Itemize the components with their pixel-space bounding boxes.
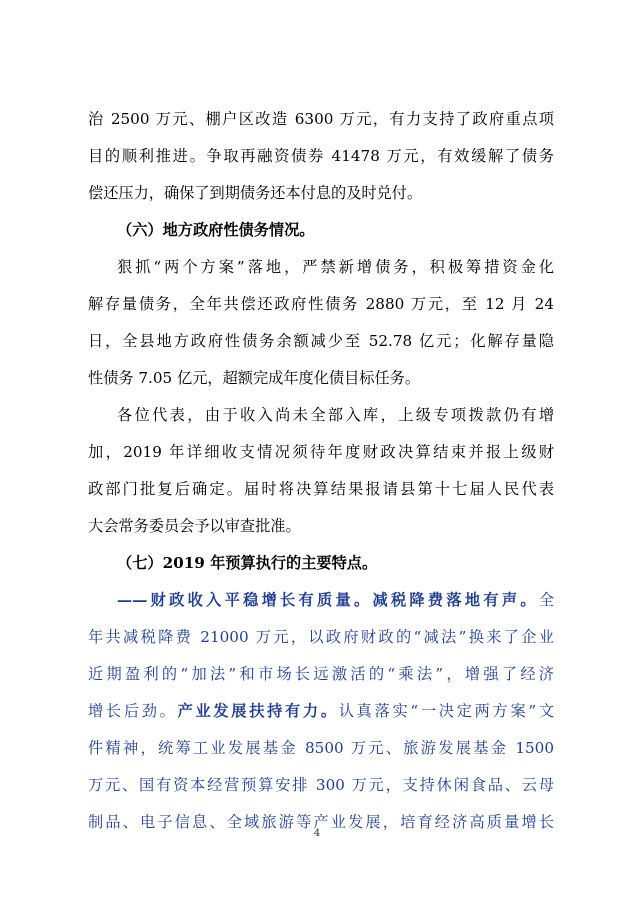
paragraph-line: 性债务 7.05 亿元，超额完成年度化债目标任务。 bbox=[88, 369, 421, 387]
highlight-line: 万元、国有资本经营预算安排 300 万元，支持休闲食品、云母 bbox=[88, 776, 554, 794]
paragraph-line: 目的顺利推进。争取再融资债券 41478 万元，有效缓解了债务 bbox=[88, 147, 554, 165]
paragraph-line: 治 2500 万元、棚户区改造 6300 万元，有力支持了政府重点项 bbox=[88, 110, 554, 128]
paragraph-line: 各位代表，由于收入尚未全部入库，上级专项拨款仍有增 bbox=[117, 406, 554, 424]
paragraph-line: 大会常务委员会予以审查批准。 bbox=[88, 517, 301, 535]
paragraph-line: 政部门批复后确定。届时将决算结果报请县第十七届人民代表 bbox=[88, 480, 554, 498]
section-heading-6: （六）地方政府性债务情况。 bbox=[117, 221, 315, 239]
paragraph-line: 狠抓“两个方案”落地，严禁新增债务，积极筹措资金化 bbox=[117, 258, 554, 276]
paragraph-line: 解存量债务，全年共偿还政府性债务 2880 万元，至 12 月 24 bbox=[88, 295, 554, 313]
highlight-line bbox=[117, 590, 554, 610]
highlight-line: 近期盈利的“加法”和市场长远激活的“乘法”，增强了经济 bbox=[88, 665, 554, 683]
highlight-line: 制品、电子信息、全域旅游等产业发展，培育经济高质量增长 bbox=[88, 813, 554, 831]
section-heading-7: （七）2019 年预算执行的主要特点。 bbox=[117, 554, 378, 572]
highlight-text: 全 bbox=[538, 591, 554, 609]
paragraph-line: 日，全县地方政府性债务余额减少至 52.78 亿元；化解存量隐 bbox=[88, 332, 554, 350]
highlight-bold-text: 产业发展扶持有力。 bbox=[177, 702, 339, 720]
highlight-text: 增长后劲。 bbox=[88, 702, 178, 720]
highlight-text: 认真落实“一决定两方案”文 bbox=[338, 702, 555, 720]
highlight-line bbox=[88, 701, 554, 721]
paragraph-line: 偿还压力，确保了到期债务还本付息的及时兑付。 bbox=[88, 184, 423, 202]
page-number: 4 bbox=[313, 828, 321, 839]
paragraph-line: 加，2019 年详细收支情况须待年度财政决算结束并报上级财 bbox=[88, 443, 554, 461]
highlight-line: 年共减税降费 21000 万元，以政府财政的“减法”换来了企业 bbox=[88, 628, 554, 646]
highlight-bold-text: ——财政收入平稳增长有质量。减税降费落地有声。 bbox=[117, 591, 539, 609]
highlight-line: 件精神，统筹工业发展基金 8500 万元、旅游发展基金 1500 bbox=[88, 739, 554, 757]
